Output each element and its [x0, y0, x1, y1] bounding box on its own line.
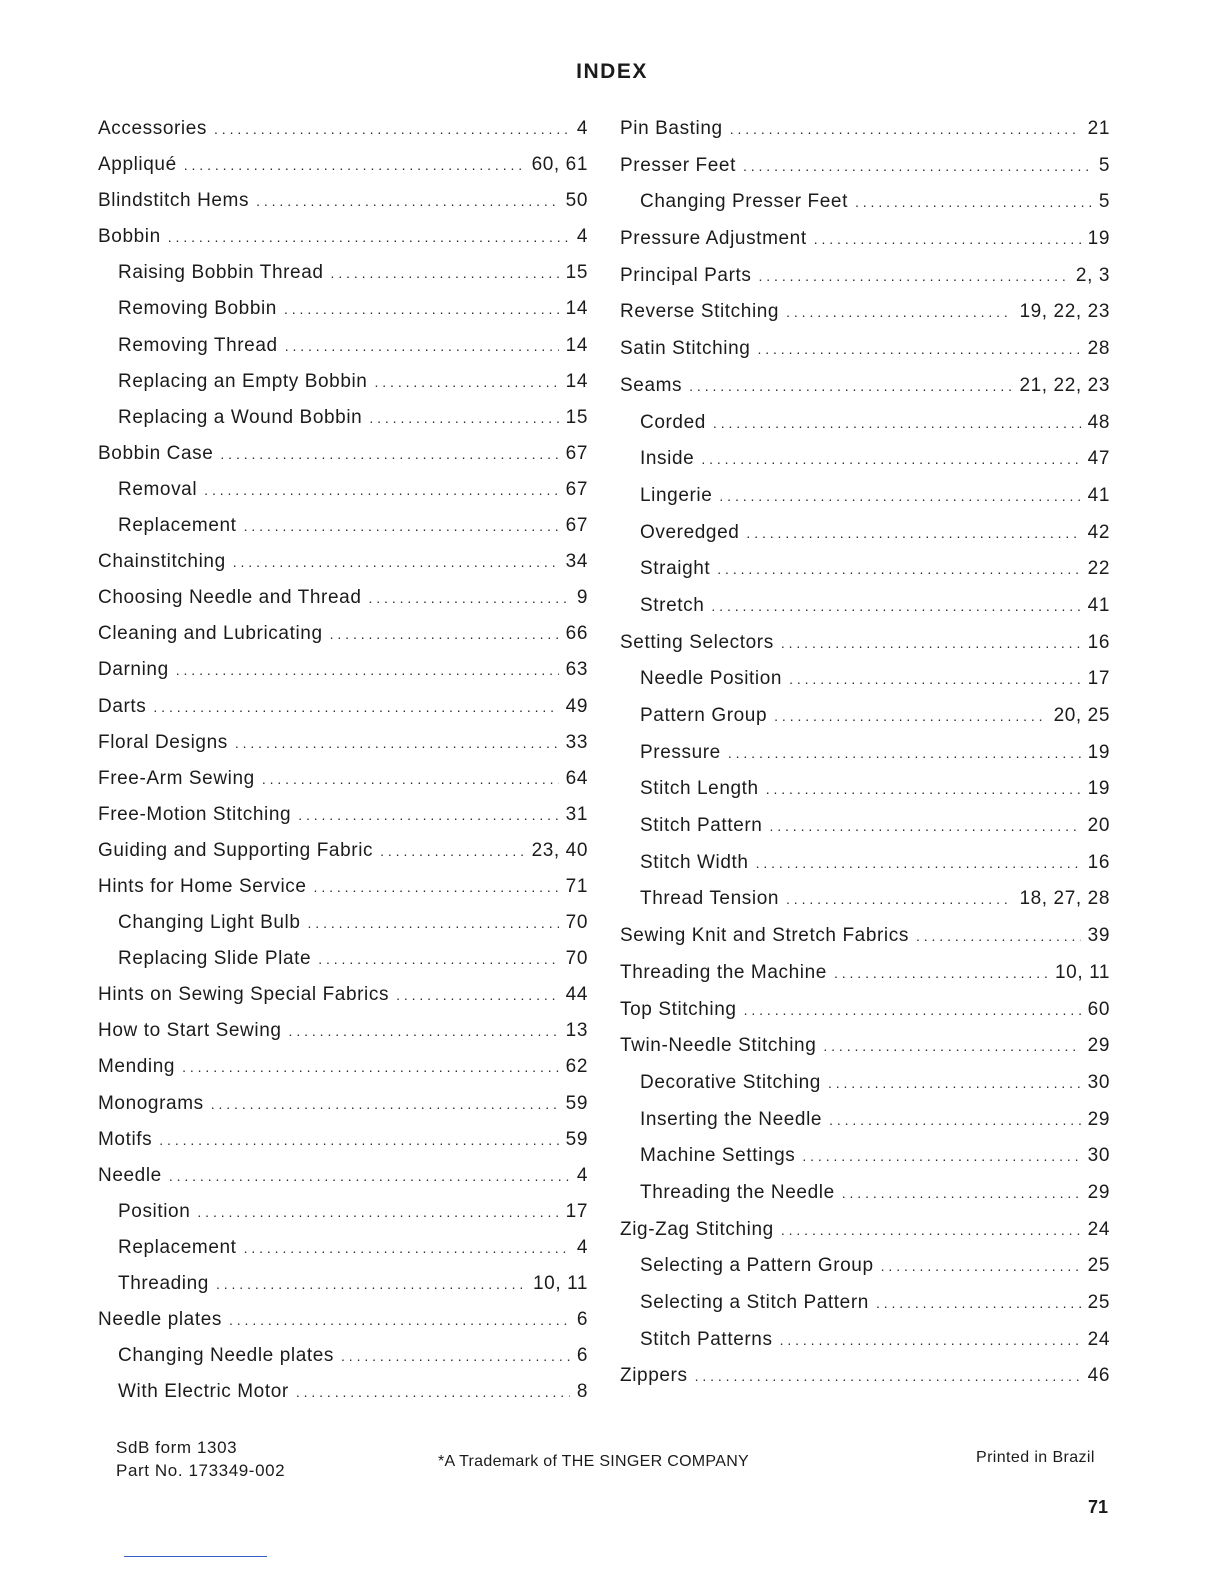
index-column-left: [98, 118, 588, 1417]
dot-leader: [331, 265, 559, 281]
entry-page: 33: [565, 731, 588, 753]
entry-page: 46: [1087, 1365, 1110, 1387]
entry-page: 19: [1087, 778, 1110, 800]
index-entry: [98, 623, 588, 659]
entry-page: 60: [1087, 998, 1110, 1020]
index-entry: [98, 840, 588, 876]
index-entry: [98, 876, 588, 912]
dot-leader: [298, 807, 558, 823]
index-subentry: [620, 1109, 1110, 1146]
dot-leader: [695, 1368, 1081, 1384]
dot-leader: [717, 561, 1080, 577]
index-entry: [98, 443, 588, 479]
dot-leader: [256, 193, 559, 209]
index-subentry: [98, 479, 588, 515]
entry-page: 30: [1087, 1071, 1110, 1093]
entry-page: 29: [1087, 1181, 1110, 1203]
index-subentry: [620, 1145, 1110, 1182]
entry-page: 49: [565, 695, 588, 717]
entry-page: 18, 27, 28: [1019, 888, 1110, 910]
index-entry: [620, 301, 1110, 338]
dot-leader: [728, 745, 1081, 761]
dot-leader: [855, 194, 1092, 210]
entry-page: 22: [1087, 558, 1110, 580]
entry-page: 16: [1087, 631, 1110, 653]
entry-page: 5: [1098, 154, 1110, 176]
index-subentry: [620, 888, 1110, 925]
dot-leader: [220, 446, 558, 462]
index-subentry: [98, 335, 588, 371]
index-entry: [620, 1035, 1110, 1072]
dot-leader: [168, 229, 570, 245]
entry-page: 16: [1087, 851, 1110, 873]
entry-label: Removing Bobbin: [118, 298, 277, 320]
dot-leader: [757, 341, 1080, 357]
entry-label: Cleaning and Lubricating: [98, 623, 323, 645]
index-entry: [98, 804, 588, 840]
entry-label: Zig-Zag Stitching: [620, 1218, 774, 1240]
index-subentry: [620, 705, 1110, 742]
entry-label: Stitch Length: [640, 778, 759, 800]
index-entry: [620, 1365, 1110, 1402]
entry-label: Setting Selectors: [620, 631, 774, 653]
index-subentry: [620, 1072, 1110, 1109]
entry-label: Choosing Needle and Thread: [98, 587, 362, 609]
entry-label: Presser Feet: [620, 154, 736, 176]
entry-label: Top Stitching: [620, 998, 737, 1020]
index-subentry: [98, 912, 588, 948]
dot-leader: [756, 855, 1081, 871]
index-entry: [620, 338, 1110, 375]
entry-page: 60, 61: [531, 154, 588, 176]
index-entry: [98, 154, 588, 190]
entry-label: Straight: [640, 558, 711, 580]
dot-leader: [214, 121, 570, 137]
entry-label: Darning: [98, 659, 169, 681]
dot-leader: [369, 410, 558, 426]
index-subentry: [620, 815, 1110, 852]
entry-label: Selecting a Pattern Group: [640, 1255, 874, 1277]
index-entry: [98, 768, 588, 804]
entry-page: 19: [1087, 741, 1110, 763]
dot-leader: [780, 1332, 1081, 1348]
entry-label: Free-Arm Sewing: [98, 767, 255, 789]
index-entry: [98, 587, 588, 623]
entry-label: Threading: [118, 1273, 209, 1294]
entry-label: Inserting the Needle: [640, 1108, 823, 1130]
index-entry: [98, 732, 588, 768]
index-subentry: [620, 1255, 1110, 1292]
entry-page: 23, 40: [531, 839, 588, 861]
page-title: INDEX: [576, 60, 648, 83]
entry-page: 42: [1087, 521, 1110, 543]
entry-page: 13: [565, 1020, 588, 1042]
dot-leader: [374, 374, 558, 390]
entry-label: With Electric Motor: [118, 1381, 289, 1403]
index-entry: [620, 265, 1110, 302]
trademark-note: *A Trademark of THE SINGER COMPANY: [438, 1453, 750, 1470]
dot-leader: [296, 1384, 570, 1400]
dot-leader: [211, 1096, 559, 1112]
index-subentry: [620, 595, 1110, 632]
dot-leader: [216, 1276, 526, 1292]
dot-leader: [262, 771, 559, 787]
entry-page: 15: [565, 406, 588, 428]
form-info: [116, 1436, 285, 1482]
entry-label: Stitch Width: [640, 851, 749, 873]
index-subentry: [620, 485, 1110, 522]
dot-leader: [828, 1075, 1081, 1091]
dot-leader: [368, 590, 569, 606]
entry-page: 9: [576, 587, 588, 609]
entry-page: 15: [565, 262, 588, 284]
entry-label: Decorative Stitching: [640, 1071, 821, 1093]
entry-label: Stitch Patterns: [640, 1328, 773, 1350]
dot-leader: [876, 1295, 1081, 1311]
index-subentry: [620, 558, 1110, 595]
index-subentry: [620, 191, 1110, 228]
entry-label: Needle: [98, 1164, 162, 1186]
dot-leader: [713, 415, 1081, 431]
entry-page: 6: [576, 1345, 588, 1367]
entry-page: 67: [565, 478, 588, 500]
dot-leader: [308, 915, 559, 931]
entry-page: 10, 11: [532, 1273, 588, 1294]
entry-label: Needle Position: [640, 668, 783, 690]
entry-page: 70: [565, 912, 588, 934]
entry-page: 14: [565, 298, 588, 320]
entry-page: 14: [565, 334, 588, 356]
dot-leader: [184, 157, 525, 173]
dot-leader: [284, 301, 559, 317]
entry-label: Lingerie: [640, 484, 713, 506]
index-subentry: [620, 1292, 1110, 1329]
entry-label: Corded: [640, 411, 706, 433]
entry-page: 67: [565, 442, 588, 464]
entry-label: Sewing Knit and Stretch Fabrics: [620, 925, 909, 947]
entry-page: 21, 22, 23: [1019, 374, 1110, 396]
entry-page: 39: [1087, 925, 1110, 947]
dot-leader: [711, 598, 1080, 614]
dot-leader: [766, 781, 1081, 797]
index-entry: [620, 999, 1110, 1036]
entry-label: Changing Needle plates: [118, 1345, 335, 1367]
dot-leader: [916, 928, 1081, 944]
dot-leader: [244, 1240, 570, 1256]
entry-page: 59: [565, 1092, 588, 1114]
entry-page: 8: [576, 1381, 588, 1403]
entry-label: Selecting a Stitch Pattern: [640, 1292, 869, 1313]
entry-label: Mending: [98, 1056, 176, 1078]
index-entry: [98, 190, 588, 226]
dot-leader: [842, 1185, 1081, 1201]
entry-label: Chainstitching: [98, 551, 226, 573]
entry-page: 30: [1087, 1145, 1110, 1167]
entry-label: Zippers: [620, 1365, 688, 1387]
entry-label: Pressure: [640, 741, 721, 763]
entry-label: Pattern Group: [640, 705, 768, 726]
index-subentry: [98, 515, 588, 551]
entry-page: 19: [1087, 228, 1110, 250]
dot-leader: [802, 1148, 1080, 1164]
dot-leader: [774, 708, 1046, 724]
entry-page: 67: [565, 515, 588, 537]
index-subentry: [98, 1381, 588, 1417]
entry-label: Position: [118, 1200, 191, 1222]
dot-leader: [314, 879, 559, 895]
index-entry: [98, 551, 588, 587]
entry-page: 25: [1087, 1255, 1110, 1277]
dot-leader: [786, 891, 1012, 907]
entry-page: 48: [1087, 411, 1110, 433]
entry-page: 10, 11: [1054, 961, 1110, 983]
entry-page: 44: [565, 984, 588, 1006]
index-entry: [98, 1093, 588, 1129]
entry-label: Pressure Adjustment: [620, 228, 807, 250]
entry-label: Blindstitch Hems: [98, 190, 250, 212]
entry-label: Removal: [118, 478, 198, 500]
entry-label: Appliqué: [98, 154, 177, 176]
index-subentry: [620, 742, 1110, 779]
dot-leader: [235, 735, 559, 751]
entry-label: Changing Light Bulb: [118, 912, 301, 934]
index-subentry: [98, 371, 588, 407]
dot-leader: [743, 158, 1092, 174]
dot-leader: [829, 1112, 1081, 1128]
index-subentry: [620, 1329, 1110, 1366]
entry-label: Stitch Pattern: [640, 815, 763, 837]
entry-label: Pin Basting: [620, 118, 723, 139]
index-entry: [620, 375, 1110, 412]
dot-leader: [380, 843, 524, 859]
entry-page: 20, 25: [1053, 705, 1110, 726]
index-column-right: [620, 118, 1110, 1402]
dot-leader: [759, 268, 1069, 284]
dot-leader: [233, 554, 559, 570]
dot-leader: [744, 1002, 1081, 1018]
entry-page: 4: [576, 226, 588, 248]
entry-page: 70: [565, 948, 588, 970]
entry-page: 19, 22, 23: [1019, 301, 1110, 323]
dot-leader: [176, 662, 559, 678]
entry-page: 2, 3: [1075, 264, 1110, 286]
index-entry: [98, 226, 588, 262]
entry-label: Motifs: [98, 1128, 153, 1150]
footer-rule: [124, 1556, 267, 1557]
entry-page: 4: [576, 1236, 588, 1258]
entry-label: How to Start Sewing: [98, 1020, 282, 1042]
entry-label: Replacement: [118, 515, 237, 537]
entry-page: 17: [565, 1200, 588, 1222]
entry-label: Twin-Needle Stitching: [620, 1035, 817, 1057]
entry-page: 4: [576, 1164, 588, 1186]
printed-in: Printed in Brazil: [976, 1449, 1095, 1466]
entry-label: Inside: [640, 448, 695, 470]
entry-label: Floral Designs: [98, 731, 228, 753]
dot-leader: [701, 451, 1080, 467]
entry-page: 24: [1087, 1218, 1110, 1240]
entry-label: Replacing Slide Plate: [118, 948, 312, 970]
dot-leader: [197, 1204, 558, 1220]
index-entry: [620, 962, 1110, 999]
entry-label: Hints for Home Service: [98, 875, 307, 897]
dot-leader: [341, 1348, 570, 1364]
index-entry: [620, 118, 1110, 155]
index-subentry: [98, 407, 588, 443]
index-subentry: [620, 668, 1110, 705]
dot-leader: [330, 626, 559, 642]
dot-leader: [814, 231, 1081, 247]
entry-label: Bobbin: [98, 226, 161, 248]
entry-label: Replacing an Empty Bobbin: [118, 370, 368, 392]
part-number: Part No. 173349-002: [116, 1461, 286, 1480]
entry-page: 21: [1087, 118, 1110, 139]
index-subentry: [98, 1345, 588, 1381]
entry-label: Guiding and Supporting Fabric: [98, 839, 374, 861]
entry-label: Raising Bobbin Thread: [118, 262, 324, 284]
index-entry: [620, 632, 1110, 669]
entry-page: 28: [1087, 338, 1110, 360]
entry-page: 25: [1087, 1292, 1110, 1313]
entry-page: 20: [1087, 815, 1110, 837]
dot-leader: [746, 525, 1080, 541]
index-subentry: [620, 1182, 1110, 1219]
index-entry: [98, 696, 588, 732]
dot-leader: [834, 965, 1048, 981]
entry-page: 62: [565, 1056, 588, 1078]
dot-leader: [159, 1132, 558, 1148]
entry-label: Bobbin Case: [98, 442, 214, 464]
index-entry: [98, 1056, 588, 1092]
dot-leader: [169, 1168, 570, 1184]
index-entry: [98, 1165, 588, 1201]
entry-page: 59: [565, 1128, 588, 1150]
dot-leader: [396, 987, 559, 1003]
entry-label: Replacing a Wound Bobbin: [118, 406, 363, 428]
entry-label: Darts: [98, 695, 147, 717]
dot-leader: [689, 378, 1012, 394]
dot-leader: [229, 1312, 570, 1328]
entry-page: 29: [1087, 1035, 1110, 1057]
entry-page: 64: [565, 767, 588, 789]
index-subentry: [620, 412, 1110, 449]
entry-page: 71: [565, 875, 588, 897]
index-subentry: [98, 948, 588, 984]
index-subentry: [98, 1201, 588, 1237]
dot-leader: [730, 121, 1081, 137]
index-entry: [620, 925, 1110, 962]
dot-leader: [289, 1023, 559, 1039]
dot-leader: [318, 951, 558, 967]
index-subentry: [620, 852, 1110, 889]
entry-page: 6: [576, 1309, 588, 1331]
entry-label: Principal Parts: [620, 264, 752, 286]
entry-label: Replacement: [118, 1236, 237, 1258]
index-entry: [620, 228, 1110, 265]
index-entry: [98, 1020, 588, 1056]
dot-leader: [204, 482, 558, 498]
entry-page: 47: [1087, 448, 1110, 470]
entry-page: 14: [565, 370, 588, 392]
entry-page: 24: [1087, 1328, 1110, 1350]
form-number: SdB form 1303: [116, 1438, 238, 1457]
index-subentry: [98, 298, 588, 334]
dot-leader: [153, 699, 558, 715]
entry-label: Removing Thread: [118, 334, 278, 356]
entry-label: Changing Presser Feet: [640, 191, 848, 213]
entry-label: Accessories: [98, 118, 208, 139]
entry-label: Stretch: [640, 594, 705, 616]
entry-label: Free-Motion Stitching: [98, 803, 292, 825]
entry-page: 41: [1087, 484, 1110, 506]
dot-leader: [781, 1222, 1081, 1238]
entry-label: Threading the Needle: [640, 1181, 835, 1203]
entry-label: Reverse Stitching: [620, 301, 780, 323]
index-entry: [620, 155, 1110, 192]
entry-label: Needle plates: [98, 1309, 222, 1331]
dot-leader: [789, 671, 1081, 687]
index-entry: [98, 118, 588, 154]
dot-leader: [823, 1038, 1080, 1054]
entry-page: 29: [1087, 1108, 1110, 1130]
entry-page: 4: [576, 118, 588, 139]
entry-label: Satin Stitching: [620, 338, 751, 360]
index-subentry: [98, 1237, 588, 1273]
index-subentry: [620, 522, 1110, 559]
dot-leader: [285, 338, 559, 354]
dot-leader: [719, 488, 1080, 504]
index-entry: [98, 1129, 588, 1165]
entry-label: Thread Tension: [640, 888, 780, 910]
entry-page: 50: [565, 190, 588, 212]
entry-page: 17: [1087, 668, 1110, 690]
entry-page: 34: [565, 551, 588, 573]
entry-page: 66: [565, 623, 588, 645]
entry-label: Threading the Machine: [620, 961, 827, 983]
dot-leader: [881, 1258, 1081, 1274]
index-subentry: [620, 448, 1110, 485]
index-entry: [98, 659, 588, 695]
dot-leader: [182, 1059, 559, 1075]
index-entry: [98, 984, 588, 1020]
entry-page: 31: [565, 803, 588, 825]
dot-leader: [781, 635, 1081, 651]
page-number: 71: [1088, 1497, 1109, 1517]
dot-leader: [786, 304, 1012, 320]
index-subentry: [620, 778, 1110, 815]
entry-page: 41: [1087, 594, 1110, 616]
entry-label: Machine Settings: [640, 1145, 796, 1167]
index-subentry: [98, 1273, 588, 1309]
dot-leader: [769, 818, 1080, 834]
index-entry: [620, 1219, 1110, 1256]
entry-label: Seams: [620, 374, 683, 396]
entry-label: Monograms: [98, 1092, 204, 1114]
index-subentry: [98, 262, 588, 298]
entry-page: 5: [1098, 191, 1110, 213]
entry-label: Hints on Sewing Special Fabrics: [98, 984, 390, 1006]
dot-leader: [244, 518, 559, 534]
entry-page: 63: [565, 659, 588, 681]
entry-label: Overedged: [640, 521, 740, 543]
index-entry: [98, 1309, 588, 1345]
